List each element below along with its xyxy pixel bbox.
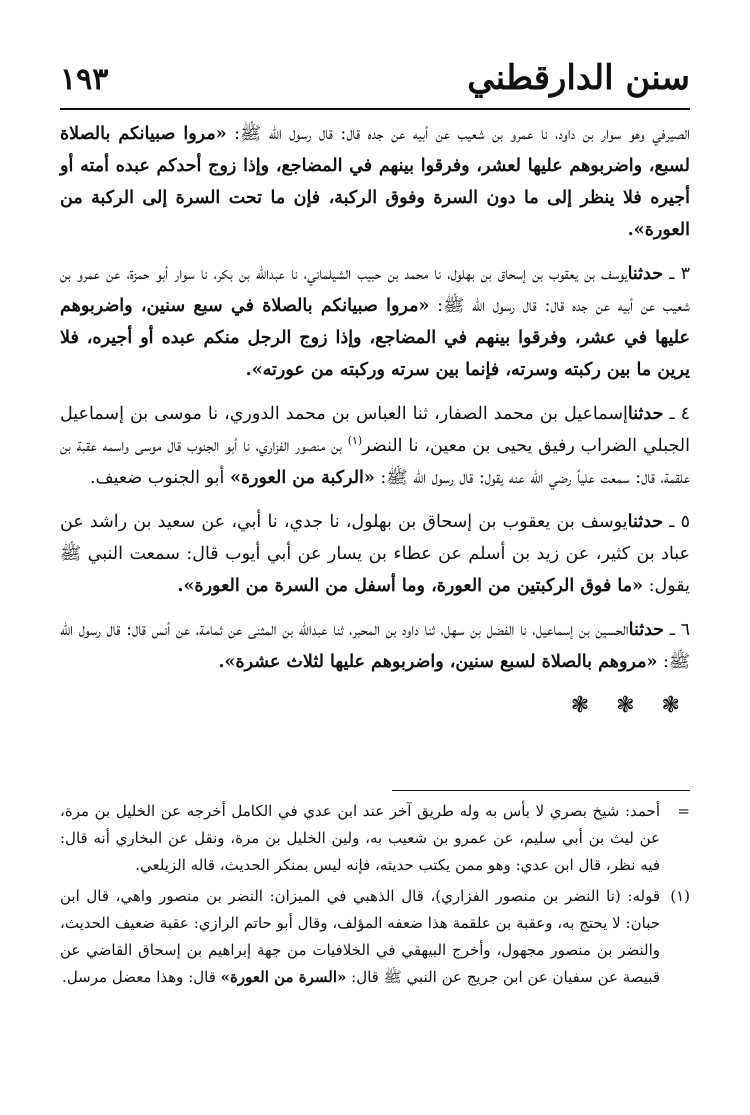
isnad-text: الصيرفي وهو سوار بن داود، نا عمرو بن شعيب عن أبيه عن جده قال: قال رسول الله ﷺ: xyxy=(226,124,690,144)
haddathana-keyword: حدثنا xyxy=(628,620,665,640)
matn-text: «مروا صبيانكم بالصلاة لسبع، واضربوهم عليها لعشر، وفرقوا بينهم في المضاجع، وإذا زوج أحدكم عبده أمته أو أجيره فلا ينظر إلى ما دون السرة وفوق الركبة، فإن ما تحت السرة إلى الركبة من العورة». xyxy=(60,124,690,240)
section-divider-ornament: ❃ ❃ ❃ xyxy=(570,693,690,718)
footnote-marker: = xyxy=(677,802,690,820)
matn-text: «ما فوق الركبتين من العورة، وما أسفل من السرة من العورة». xyxy=(177,576,644,596)
isnad-text: يوسف بن يعقوب بن إسحاق بن بهلول، نا جدي، نا أبي، عن سعيد بن راشد عن عباد بن كثير، عن زيد بن أسلم عن عطاء بن يسار عن أبي أيوب قال: سمعت النبي ﷺ يقول: xyxy=(60,512,690,596)
isnad-text: الحسين بن إسماعيل، نا الفضل بن سهل، ثنا داود بن المحبر، ثنا عبدالله بن المثنى عن ثمامة، عن أنس قال: قال رسول الله ﷺ: xyxy=(60,620,690,672)
footnote-continuation xyxy=(60,798,690,879)
page-header xyxy=(60,58,690,110)
hadith-number: ٦ ـ xyxy=(664,620,690,640)
matn-text: «مروا صبيانكم بالصلاة في سبع سنين، واضربوهم عليها في عشر، وفرقوا بينهم في المضاجع، وإذا زوج الرجل منكم عبده أو أجيره، فلا يرين ما بين ركبته وسرته، فإنما بين سرته وركبته من عورته». xyxy=(60,296,690,380)
haddathana-keyword: حدثنا xyxy=(627,264,664,284)
matn-text: «الركبة من العورة» xyxy=(229,468,375,488)
footnote-body: قوله: (نا النضر بن منصور الفزاري)، قال الذهبي في الميزان: النضر بن منصور واهي، قال ابن حبان: لا يحتج به، وعقبة بن علقمة هذا ضعفه المؤلف، وقال أبو حاتم الرازي: عقبة ضعيف الحديث، والنضر بن منصور مجهول، وأخرج البيهقي في الخلافيات من جهة إبراهيم بن إسحاق القاضي عن قبيصة عن سفيان عن ابن جريج عن النبي ﷺ قال: xyxy=(60,887,660,986)
hadith-number: ٥ ـ xyxy=(663,512,690,532)
hadith-3 xyxy=(60,258,690,386)
hadith-4 xyxy=(60,398,690,494)
footnote-1 xyxy=(60,883,690,991)
page-number: ١٩٣ xyxy=(60,62,109,97)
book-title: سنن الدارقطني xyxy=(467,58,690,98)
isnad-text-cont: بن منصور الفزاري، نا أبو الجنوب قال موسى واسمه عقبة بن علقمة، قال: سمعت علياً رضي الله عنه يقول: قال رسول الله ﷺ: xyxy=(60,436,690,488)
footnote-body-end: قال: وهذا معضل مرسل. xyxy=(62,968,221,986)
main-text xyxy=(60,118,690,736)
hadith-number: ٣ ـ xyxy=(663,264,690,284)
isnad-text: يوسف بن يعقوب بن إسحاق بن بهلول، نا محمد بن حبيب الشيلماني، نا عبدالله بن بكر، نا سوار أبو حمزة، عن عمرو بن شعيب عن أبيه عن جده قال: قال رسول الله ﷺ: xyxy=(60,264,690,316)
footnote-text: أحمد: شيخ بصري لا بأس به وله طريق آخر عند ابن عدي في الكامل أخرجه عن الخليل بن مرة، عن ليث بن أبي سليم، عن عمرو بن شعيب به، ولين الخليل بن مرة، ونقل عن البخاري أنه قال: فيه نظر، قال ابن عدي: وهو ممن يكتب حديثه، فإنه ليس بمنكر الحديث، قاله الزيلعي. xyxy=(60,802,660,874)
footnotes xyxy=(60,798,690,995)
hadith-5 xyxy=(60,506,690,602)
hadith-6 xyxy=(60,614,690,678)
isnad-text: إسماعيل بن محمد الصفار، ثنا العباس بن محمد الدوري، نا موسى بن إسماعيل الجبلي الضراب رفيق يحيى بن معين، نا النضر xyxy=(60,404,690,456)
footnote-reference[interactable]: (١) xyxy=(347,434,363,448)
grading-note: أبو الجنوب ضعيف. xyxy=(89,468,230,488)
footnote-marker: (١) xyxy=(670,887,690,905)
hadith-continuation xyxy=(60,118,690,246)
haddathana-keyword: حدثنا xyxy=(627,512,664,532)
footnote-quote: «السرة من العورة» xyxy=(220,968,347,986)
footnote-separator xyxy=(392,790,690,791)
matn-text: «مروهم بالصلاة لسبع سنين، واضربوهم عليها لثلاث عشرة». xyxy=(218,652,658,672)
hadith-number: ٤ ـ xyxy=(663,404,690,424)
haddathana-keyword: حدثنا xyxy=(627,404,664,424)
footnote-text xyxy=(60,883,660,991)
